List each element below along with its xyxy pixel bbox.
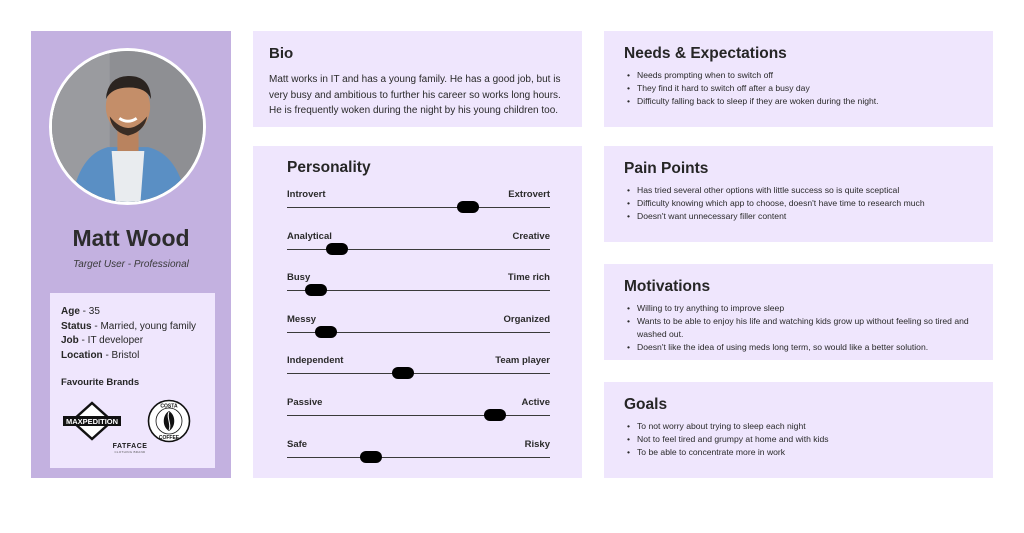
svg-text:COSTA: COSTA [160,403,178,410]
bio-title: Bio [269,45,294,62]
trait-slider-independent-team-player [287,355,550,385]
trait-knob [315,326,337,338]
trait-slider-passive-active [287,397,550,427]
trait-left-label: Independent [287,355,344,367]
bio-text: Matt works in IT and has a young family. He has a good job, but is very busy and ambitious to further his career so works long hours. He is frequently woken during the night by his young children too. [269,74,561,116]
list-item: • Not to feel tired and grumpy at home and with kids [624,433,973,446]
svg-text:COFFEE: COFFEE [158,435,180,441]
trait-knob [457,201,479,213]
fatface-logo: FATFACE CLOTHING BRAND [112,443,148,454]
trait-slider-messy-organized [287,314,550,344]
trait-left-label: Analytical [287,230,332,242]
trait-slider-introvert-extrovert [287,189,550,219]
detail-age: Age - 35 [61,306,100,317]
personality-title: Personality [287,159,371,176]
pain-points-card [604,146,993,242]
profile-card [31,31,231,478]
trait-right-label: Creative [512,230,550,242]
trait-right-label: Time rich [507,272,550,284]
trait-knob [305,284,327,296]
list-item: • They find it hard to switch off after a busy day [624,82,973,95]
list-item: • Difficulty knowing which app to choose, doesn't have time to research much [624,197,973,210]
maxpedition-logo [62,401,122,441]
list-item: • Doesn't want unnecessary filler content [624,210,973,223]
trait-track [287,207,550,208]
persona-role: Target User - Professional [73,259,189,270]
trait-slider-analytical-creative [287,231,550,261]
list-item: • Willing to try anything to improve sleep [624,302,973,315]
trait-right-label: Extrovert [508,189,550,200]
trait-right-label: Active [521,397,550,408]
needs-title: Needs & Expectations [624,45,787,62]
list-item: • Has tried several other options with little success so is quite sceptical [624,184,973,197]
goals-title: Goals [624,396,668,413]
trait-left-label: Safe [287,438,308,450]
goals-card [604,382,993,478]
motivations-title: Motivations [624,278,711,295]
pain-points-title: Pain Points [624,160,709,177]
trait-knob [392,367,414,379]
persona-name: Matt Wood [72,225,190,251]
trait-track [287,415,550,416]
trait-left-label: Introvert [287,189,326,200]
trait-knob [326,243,348,255]
list-item: • Difficulty falling back to sleep if they are woken during the night. [624,95,973,108]
trait-left-label: Busy [287,272,311,284]
favourite-brands-title: Favourite Brands [61,377,140,388]
trait-slider-busy-time-rich [287,272,550,302]
persona-details [50,293,215,468]
avatar-photo [52,51,203,202]
detail-location: Location - Bristol [61,349,140,361]
pain-points-list [624,184,973,223]
trait-knob [360,451,382,463]
trait-track [287,373,550,374]
trait-right-label: Risky [524,438,550,450]
list-item: • To not worry about trying to sleep each night [624,420,973,433]
list-item: • To be able to concentrate more in work [624,446,973,459]
list-item: • Needs prompting when to switch off [624,69,973,82]
trait-track [287,457,550,458]
motivations-list [624,302,973,354]
trait-left-label: Passive [287,397,323,408]
motivations-card [604,264,993,360]
detail-job: Job - IT developer [61,335,144,346]
list-item: • Doesn't like the idea of using meds long term, so would like a better solution. [624,341,973,354]
trait-left-label: Messy [287,313,317,325]
svg-text:MAXPEDITION: MAXPEDITION [65,417,119,426]
detail-status: Status - Married, young family [61,320,197,332]
goals-list [624,420,973,459]
trait-right-label: Team player [495,355,550,367]
trait-slider-safe-risky [287,439,550,469]
trait-knob [484,409,506,421]
list-item: • Wants to be able to enjoy his life and watching kids grow up without feeling so tired and washed out. [624,315,973,341]
personality-card [253,146,582,478]
avatar [49,48,206,205]
bio-card [253,31,582,127]
trait-right-label: Organized [503,313,550,325]
needs-card [604,31,993,127]
costa-coffee-logo [147,399,191,443]
needs-list [624,69,973,108]
